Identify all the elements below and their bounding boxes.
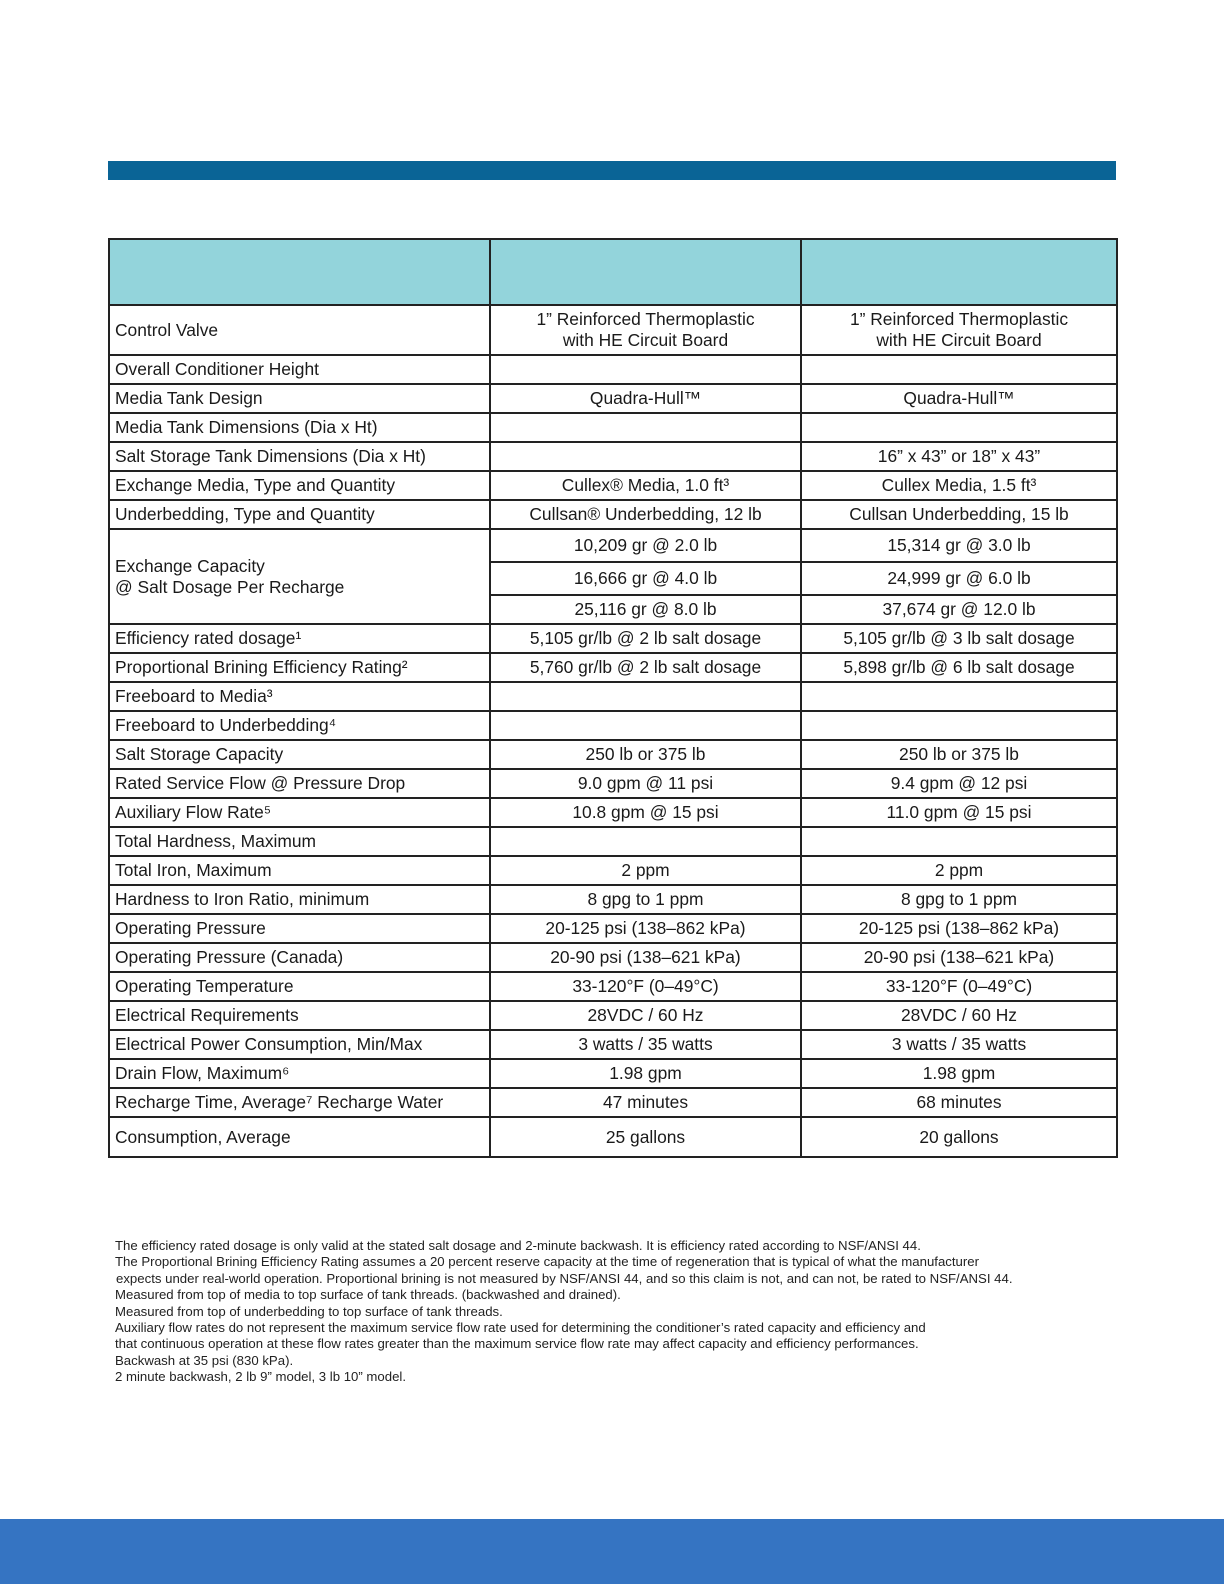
row-label: Exchange Media, Type and Quantity [109,471,490,500]
row-value-model-2: 16” x 43” or 18” x 43” [801,442,1117,471]
table-row [109,943,1117,972]
row-label: Control Valve [109,305,490,355]
header-cell-spec [109,239,490,305]
footnote-line: Measured from top of underbedding to top surface of tank threads. [115,1303,503,1319]
row-value-model-2: 3 watts / 35 watts [801,1030,1117,1059]
row-value-model-2 [801,355,1117,384]
row-value-model-1: 20-90 psi (138–621 kPa) [490,943,801,972]
row-label: Consumption, Average [109,1117,490,1157]
row-value-model-2: 8 gpg to 1 ppm [801,885,1117,914]
capacity-label [109,529,490,624]
row-value-model-2: Cullex Media, 1.5 ft³ [801,471,1117,500]
row-value-model-1 [490,413,801,442]
capacity-row [109,529,1117,562]
row-label: Overall Conditioner Height [109,355,490,384]
row-value-model-1 [490,442,801,471]
row-value-model-1: 5,760 gr/lb @ 2 lb salt dosage [490,653,801,682]
value-line: with HE Circuit Board [562,330,729,350]
row-value-model-2 [801,682,1117,711]
row-label: Media Tank Dimensions (Dia x Ht) [109,413,490,442]
capacity-value-model-2: 24,999 gr @ 6.0 lb [801,562,1117,595]
row-value-model-2: 1.98 gpm [801,1059,1117,1088]
row-label: Total Hardness, Maximum [109,827,490,856]
row-label: Operating Pressure [109,914,490,943]
row-label: Freeboard to Underbedding⁴ [109,711,490,740]
row-value-model-1: 250 lb or 375 lb [490,740,801,769]
row-value-model-1: 9.0 gpm @ 11 psi [490,769,801,798]
row-value-model-1: Cullex® Media, 1.0 ft³ [490,471,801,500]
row-value-model-2: 20-90 psi (138–621 kPa) [801,943,1117,972]
row-label: Electrical Power Consumption, Min/Max [109,1030,490,1059]
row-value-model-1 [490,711,801,740]
row-label: Media Tank Design [109,384,490,413]
row-label: Electrical Requirements [109,1001,490,1030]
row-label: Rated Service Flow @ Pressure Drop [109,769,490,798]
row-value-model-1: 5,105 gr/lb @ 2 lb salt dosage [490,624,801,653]
table-row [109,1088,1117,1117]
table-row [109,1001,1117,1030]
table-row [109,856,1117,885]
row-value-model-1: 20-125 psi (138–862 kPa) [490,914,801,943]
footer-band [0,1519,1224,1584]
row-value-model-2: 11.0 gpm @ 15 psi [801,798,1117,827]
row-value-model-1: 28VDC / 60 Hz [490,1001,801,1030]
specifications-table [108,238,1118,1158]
footnote-line: expects under real-world operation. Proportional brining is not measured by NSF/ANSI 44, and so this claim is not, and can not, be rated to NSF/ANSI 44. [116,1270,1013,1286]
header-cell-model-1 [490,239,801,305]
table-header-row [109,239,1117,305]
table-row [109,711,1117,740]
row-value-model-1: 8 gpg to 1 ppm [490,885,801,914]
row-label: Operating Temperature [109,972,490,1001]
row-value-model-1: 2 ppm [490,856,801,885]
table-row [109,827,1117,856]
footnote-line: that continuous operation at these flow rates greater than the maximum service flow rate may affect capacity and efficiency performances. [115,1336,919,1352]
row-value-model-2: 33-120°F (0–49°C) [801,972,1117,1001]
row-value-model-2: 9.4 gpm @ 12 psi [801,769,1117,798]
row-value-model-2: 68 minutes [801,1088,1117,1117]
table-row [109,914,1117,943]
table-row [109,305,1117,355]
table-row [109,769,1117,798]
row-value-model-1: 33-120°F (0–49°C) [490,972,801,1001]
header-accent-bar [108,161,1116,180]
capacity-value-model-2: 37,674 gr @ 12.0 lb [801,595,1117,624]
row-value-model-2 [801,413,1117,442]
row-value-model-2: Quadra-Hull™ [801,384,1117,413]
row-label: Hardness to Iron Ratio, minimum [109,885,490,914]
row-value-model-2: 20-125 psi (138–862 kPa) [801,914,1117,943]
row-value-model-2: 20 gallons [801,1117,1117,1157]
row-value-model-2: 5,105 gr/lb @ 3 lb salt dosage [801,624,1117,653]
row-value-model-1 [490,355,801,384]
table-row [109,1030,1117,1059]
row-value-model-2: 2 ppm [801,856,1117,885]
row-label: Total Iron, Maximum [109,856,490,885]
table-row [109,682,1117,711]
table-row [109,384,1117,413]
row-label: Drain Flow, Maximum⁶ [109,1059,490,1088]
row-label: Salt Storage Capacity [109,740,490,769]
row-value-model-2 [801,711,1117,740]
row-value-model-2 [801,827,1117,856]
footnote-line: 2 minute backwash, 2 lb 9” model, 3 lb 10” model. [115,1369,407,1385]
row-label: Operating Pressure (Canada) [109,943,490,972]
row-label: Recharge Time, Average⁷ Recharge Water [109,1088,490,1117]
value-line: 1” Reinforced Thermoplastic [536,309,755,329]
footnote-line: Measured from top of media to top surface of tank threads. (backwashed and drained). [115,1287,621,1303]
row-label: Underbedding, Type and Quantity [109,500,490,529]
row-value-model-1: 47 minutes [490,1088,801,1117]
row-value-model-2: 5,898 gr/lb @ 6 lb salt dosage [801,653,1117,682]
row-value-model-1: Quadra-Hull™ [490,384,801,413]
table-row [109,442,1117,471]
capacity-label-line: @ Salt Dosage Per Recharge [115,576,345,597]
header-cell-model-2 [801,239,1117,305]
capacity-label-line: Exchange Capacity [115,555,265,576]
row-label: Auxiliary Flow Rate⁵ [109,798,490,827]
table-row [109,885,1117,914]
footnote-line: The efficiency rated dosage is only valid at the stated salt dosage and 2-minute backwash. It is efficiency rated according to NSF/ANSI 44. [115,1238,921,1253]
capacity-value-model-1: 10,209 gr @ 2.0 lb [490,529,801,562]
table-row [109,355,1117,384]
table-row [109,413,1117,442]
footnote-line: The Proportional Brining Efficiency Rating assumes a 20 percent reserve capacity at the time of regeneration that is typical of what the manufacturer [115,1254,979,1270]
footnote-line: Auxiliary flow rates do not represent the maximum service flow rate used for determining the conditioner’s rated capacity and efficiency and [115,1320,926,1336]
row-label: Freeboard to Media³ [109,682,490,711]
capacity-value-model-1: 25,116 gr @ 8.0 lb [490,595,801,624]
value-line: with HE Circuit Board [876,330,1042,350]
table-row [109,471,1117,500]
row-label: Efficiency rated dosage¹ [109,624,490,653]
row-value-model-1 [490,682,801,711]
row-value-model-1 [490,305,801,355]
row-value-model-2: 250 lb or 375 lb [801,740,1117,769]
table-row [109,653,1117,682]
row-value-model-2: 28VDC / 60 Hz [801,1001,1117,1030]
row-value-model-1: 3 watts / 35 watts [490,1030,801,1059]
row-value-model-2: Cullsan Underbedding, 15 lb [801,500,1117,529]
value-line: 1” Reinforced Thermoplastic [849,309,1069,329]
capacity-value-model-1: 16,666 gr @ 4.0 lb [490,562,801,595]
row-label: Salt Storage Tank Dimensions (Dia x Ht) [109,442,490,471]
table-row [109,624,1117,653]
table-row [109,972,1117,1001]
row-value-model-1: 25 gallons [490,1117,801,1157]
footnotes [115,1238,1115,1386]
table-row [109,500,1117,529]
row-value-model-1: 1.98 gpm [490,1059,801,1088]
row-label: Proportional Brining Efficiency Rating² [109,653,490,682]
row-value-model-1: 10.8 gpm @ 15 psi [490,798,801,827]
row-value-model-1 [490,827,801,856]
table-row [109,740,1117,769]
row-value-model-2 [801,305,1117,355]
table-row [109,798,1117,827]
row-value-model-1: Cullsan® Underbedding, 12 lb [490,500,801,529]
table-row [109,1117,1117,1157]
capacity-value-model-2: 15,314 gr @ 3.0 lb [801,529,1117,562]
table-row [109,1059,1117,1088]
footnote-line: Backwash at 35 psi (830 kPa). [115,1352,294,1368]
